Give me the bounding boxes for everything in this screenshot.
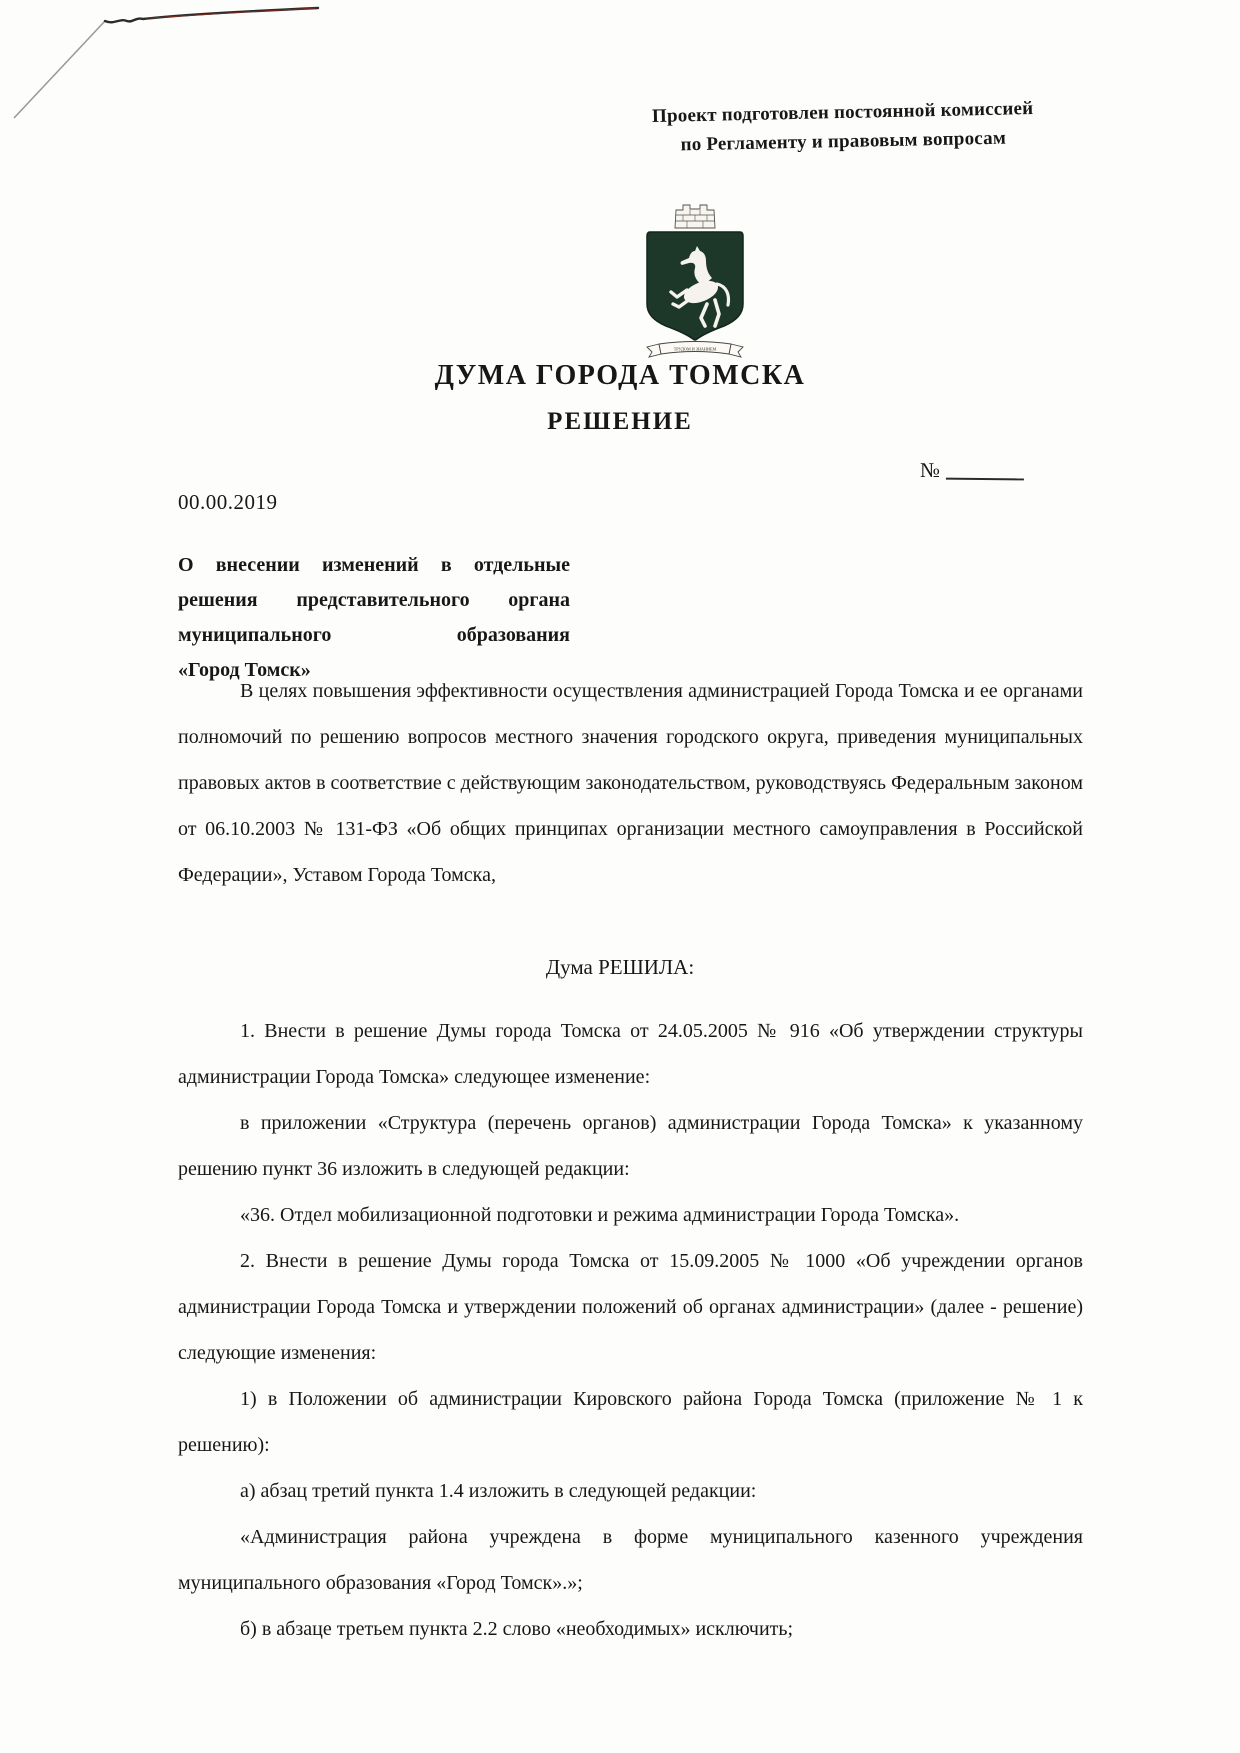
preamble-paragraph: В целях повышения эффективности осуществления администрацией Города Томска и ее органами полномочий по решению вопросов местного значения городского округа, приведения муниципальных правовых актов в соответствие с действующим законодательством, руководствуясь Федеральным законом от 06.10.2003 № 131-ФЗ «Об общих принципах организации местного самоуправления в Российской Федерации», Уставом Города Томска, [178, 680, 1083, 886]
subject-line: решения представительного органа [178, 589, 570, 611]
body-paragraph: «36. Отдел мобилизационной подготовки и режима администрации Города Томска». [240, 1204, 960, 1226]
mural-crown-icon [675, 205, 715, 228]
subject-line: О внесении изменений в отдельные [178, 554, 570, 576]
document-type-title: РЕШЕНИЕ [547, 408, 693, 435]
body-paragraph: а) абзац третий пункта 1.4 изложить в следующей редакции: [240, 1480, 757, 1502]
prepared-by-note [603, 93, 1082, 162]
document-date: 00.00.2019 [178, 490, 278, 514]
body-paragraph: б) в абзаце третьем пункта 2.2 слово «необходимых» исключить; [240, 1618, 794, 1640]
number-blank-line [946, 464, 1024, 481]
body-paragraph: в приложении «Структура (перечень органов) администрации Города Томска» к указанному решению пункт 36 изложить в следующей редакции: [178, 1112, 1083, 1180]
body-paragraphs [178, 1008, 1083, 1652]
number-sign: № [920, 458, 941, 482]
body-paragraph: 1) в Положении об администрации Кировского района Города Томска (приложение № 1 к решению): [178, 1388, 1083, 1456]
subject-line: «Город Томск» [178, 659, 311, 681]
body-paragraph: «Администрация района учреждена в форме муниципального казенного учреждения муниципального образования «Город Томск».»; [178, 1526, 1083, 1594]
scan-fold-line [0, 0, 400, 140]
resolution-heading: Дума РЕШИЛА: [545, 955, 695, 979]
body-paragraph: 2. Внести в решение Думы города Томска от 15.09.2005 № 1000 «Об учреждении органов администрации Города Томска и утверждении положений об органах администрации» (далее - решение) следующие изменения: [178, 1250, 1083, 1364]
subject-line: муниципального образования [178, 624, 570, 646]
number-line [920, 458, 1024, 483]
document-subject [178, 548, 570, 688]
motto-text: ТРУДОМ И ЗНАНИЕМ [673, 346, 717, 352]
body-paragraph: 1. Внести в решение Думы города Томска от 24.05.2005 № 916 «Об утверждении структуры администрации Города Томска» следующее изменение: [178, 1020, 1083, 1088]
organization-title: ДУМА ГОРОДА ТОМСКА [434, 360, 806, 391]
motto-ribbon [647, 342, 743, 358]
tomsk-coat-of-arms [645, 198, 745, 364]
prepared-by-note-line2: по Регламенту и правовым вопросам [680, 128, 1007, 156]
prepared-by-note-line1: Проект подготовлен постоянной комиссией [651, 98, 1034, 127]
